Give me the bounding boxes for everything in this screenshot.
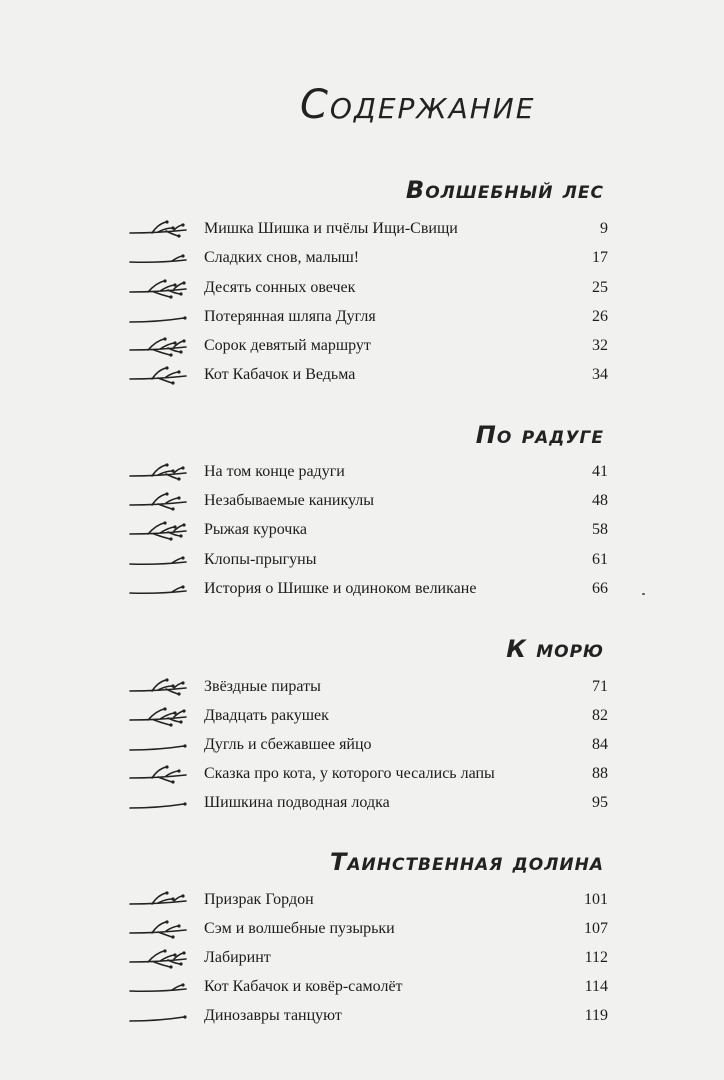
branch-icon xyxy=(128,490,188,512)
entry-title: Призрак Гордон xyxy=(204,891,314,908)
toc-entry[interactable] xyxy=(128,762,608,786)
entry-title: Потерянная шляпа Дугля xyxy=(204,308,376,325)
branch-icon xyxy=(128,247,188,269)
entry-title: Лабиринт xyxy=(204,949,271,966)
entry-page-number: 48 xyxy=(592,492,608,509)
toc-entry[interactable] xyxy=(128,733,608,757)
entry-page-number: 84 xyxy=(592,736,608,753)
entry-title: Кот Кабачок и Ведьма xyxy=(204,366,356,383)
entry-title: Мишка Шишка и пчёлы Ищи-Свищи xyxy=(204,220,458,237)
toc-entry[interactable] xyxy=(128,917,608,941)
branch-icon xyxy=(128,335,188,357)
entry-title: Дугль и сбежавшее яйцо xyxy=(204,736,372,753)
branch-icon xyxy=(128,676,188,698)
branch-icon xyxy=(128,364,188,386)
paper-speck xyxy=(642,593,645,595)
branch-icon xyxy=(128,889,188,911)
toc-entry[interactable] xyxy=(128,276,608,300)
entry-title: Клопы-прыгуны xyxy=(204,551,317,568)
entry-page-number: 61 xyxy=(592,551,608,568)
branch-icon xyxy=(128,461,188,483)
page-title: Содержание xyxy=(300,82,536,128)
toc-entry[interactable] xyxy=(128,246,608,270)
branch-icon xyxy=(128,306,188,328)
branch-icon xyxy=(128,976,188,998)
branch-icon xyxy=(128,578,188,600)
branch-icon xyxy=(128,549,188,571)
entry-title: Сэм и волшебные пузырьки xyxy=(204,920,395,937)
branch-icon xyxy=(128,705,188,727)
branch-icon xyxy=(128,519,188,541)
toc-entry[interactable] xyxy=(128,363,608,387)
entry-page-number: 107 xyxy=(584,920,608,937)
entry-page-number: 34 xyxy=(592,366,608,383)
entry-page-number: 112 xyxy=(584,949,608,966)
entry-page-number: 88 xyxy=(592,765,608,782)
entry-title: Десять сонных овечек xyxy=(204,279,356,296)
entry-page-number: 17 xyxy=(592,249,608,266)
branch-icon xyxy=(128,734,188,756)
branch-icon xyxy=(128,947,188,969)
branch-icon xyxy=(128,218,188,240)
section-title: Таинственная долина xyxy=(329,848,604,876)
entry-page-number: 82 xyxy=(592,707,608,724)
section-title: Волшебный лес xyxy=(405,176,604,204)
branch-icon xyxy=(128,763,188,785)
toc-entry[interactable] xyxy=(128,704,608,728)
toc-entry[interactable] xyxy=(128,888,608,912)
toc-entry[interactable] xyxy=(128,217,608,241)
branch-icon xyxy=(128,1005,188,1027)
entry-title: Звёздные пираты xyxy=(204,678,321,695)
section-title: По радуге xyxy=(475,421,604,449)
entry-title: На том конце радуги xyxy=(204,463,345,480)
entry-page-number: 119 xyxy=(584,1007,608,1024)
toc-entry[interactable] xyxy=(128,460,608,484)
entry-page-number: 66 xyxy=(592,580,608,597)
entry-page-number: 32 xyxy=(592,337,608,354)
branch-icon xyxy=(128,277,188,299)
section-title: К морю xyxy=(506,635,604,663)
toc-entry[interactable] xyxy=(128,577,608,601)
toc-entry[interactable] xyxy=(128,305,608,329)
entry-page-number: 101 xyxy=(584,891,608,908)
entry-title: Сладких снов, малыш! xyxy=(204,249,360,266)
entry-title: История о Шишке и одиноком великане xyxy=(204,580,477,597)
toc-entry[interactable] xyxy=(128,675,608,699)
toc-entry[interactable] xyxy=(128,791,608,815)
toc-entry[interactable] xyxy=(128,975,608,999)
branch-icon xyxy=(128,792,188,814)
entry-title: Шишкина подводная лодка xyxy=(204,794,390,811)
entry-title: Незабываемые каникулы xyxy=(204,492,375,509)
toc-entry[interactable] xyxy=(128,489,608,513)
branch-icon xyxy=(128,918,188,940)
entry-page-number: 26 xyxy=(592,308,608,325)
toc-entry[interactable] xyxy=(128,548,608,572)
entry-page-number: 114 xyxy=(584,978,608,995)
entry-page-number: 9 xyxy=(600,220,608,237)
toc-entry[interactable] xyxy=(128,334,608,358)
entry-title: Сказка про кота, у которого чесались лапы xyxy=(204,765,495,782)
entry-title: Двадцать ракушек xyxy=(204,707,329,724)
entry-title: Кот Кабачок и ковёр-самолёт xyxy=(204,978,403,995)
entry-title: Сорок девятый маршрут xyxy=(204,337,371,354)
toc-entry[interactable] xyxy=(128,518,608,542)
entry-page-number: 71 xyxy=(592,678,608,695)
entry-page-number: 41 xyxy=(592,463,608,480)
entry-page-number: 25 xyxy=(592,279,608,296)
entry-title: Рыжая курочка xyxy=(204,521,307,538)
entry-page-number: 95 xyxy=(592,794,608,811)
toc-entry[interactable] xyxy=(128,946,608,970)
entry-title: Динозавры танцуют xyxy=(204,1007,342,1024)
entry-page-number: 58 xyxy=(592,521,608,538)
toc-entry[interactable] xyxy=(128,1004,608,1028)
